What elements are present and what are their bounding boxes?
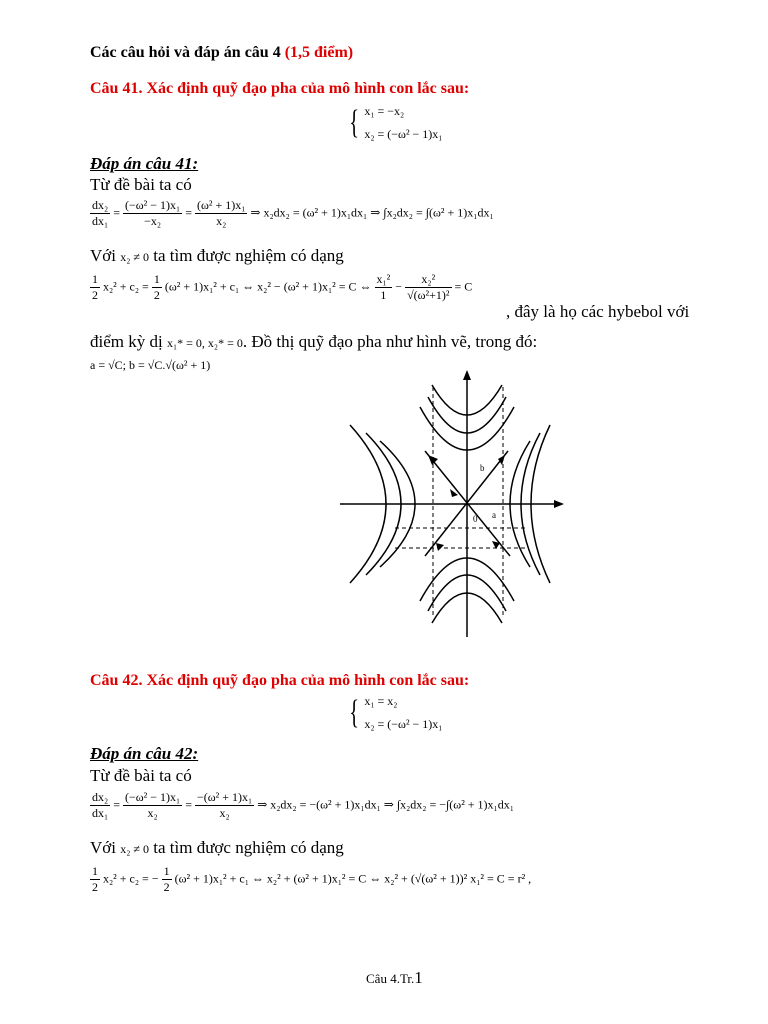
q42-with-word: Với [90, 838, 116, 857]
q41-singular-point: x₁* = 0, x₂* = 0 [166, 336, 243, 350]
q41-eq2-frac2-den: √(ω²+1)² [407, 288, 450, 302]
asymptote-arrow-ll [436, 543, 444, 551]
q42-eq1-mid-num: (−ω² − 1)x₁ [124, 790, 181, 804]
q41-remark: , đây là họ các hybebol với [506, 302, 690, 321]
q42-eq1-tail: ⇒ x₂dx₂ = −(ω² + 1)x₁dx₁ ⇒ ∫x₂dx₂ = −∫(ω² + 1)x₁dx₁ [257, 797, 514, 812]
q41-equation-1: $\frac{\text{dx₂}}{\text{dx₁}}$ = $\frac{\text{(−ω² − 1)x₁}}{\text{−x₂}}$ = $\frac{\text{(ω² + 1)x₁}}{\text{x₂}}$ ⇒ x₂dx₂ = (ω² + 1)x₁dx₁ ⇒ ∫x₂dx₂ = ∫(ω² + 1)x₁dx₁ [92, 198, 494, 228]
q42-system-line-1: x₁ = x₂ [364, 694, 398, 708]
q41-eq2-tail: = C [454, 279, 473, 294]
q41-half2-den: 2 [153, 288, 160, 302]
q41-half2-num: 1 [153, 272, 160, 286]
q41-solution-intro: ta tìm được nghiệm có dạng [153, 246, 344, 265]
q41-eq1-right-num: (ω² + 1)x₁ [196, 198, 246, 212]
q42-system-line-2: x₂ = (−ω² − 1)x₁ [364, 717, 443, 731]
q41-condition: x₂ ≠ 0 [120, 250, 150, 264]
brace-symbol: { [349, 104, 360, 141]
q42-answer-label: Đáp án câu 42: [90, 744, 199, 763]
q42-title: Câu 42. Xác định quỹ đạo pha của mô hình con lắc sau: [90, 672, 470, 689]
q42-condition-line [90, 838, 344, 858]
q42-system [346, 694, 443, 732]
q42-intro: Từ đề bài ta có [90, 766, 192, 785]
phase-portrait-figure [340, 365, 570, 640]
q42-eq1-right-num: −(ω² + 1)x₁ [196, 790, 253, 804]
q41-answer-label: Đáp án câu 41: [90, 154, 199, 173]
label-b: b [480, 463, 485, 473]
q41-ab-definition: a = √C; b = √C.√(ω² + 1) [90, 358, 211, 372]
q41-equation-2: $\frac{1}{2}$ x₂² + c₂ = $\frac{1}{2}$ (ω² + 1)x₁² + c₁ ⇔ x₂² − (ω² + 1)x₁² = C ⇔ $\frac{\text{x₁²}}{1}$ − $\frac{\text{x₂²}}{\text{√(ω²+1)²}}$ = C [92, 272, 473, 302]
q42-condition: x₂ ≠ 0 [120, 842, 150, 856]
q42-half2-num: 1 [163, 864, 170, 878]
q42-equation-2 [90, 864, 531, 895]
section-points: (1,5 điểm) [284, 44, 354, 61]
q41-eq1-tail: ⇒ x₂dx₂ = (ω² + 1)x₁dx₁ ⇒ ∫x₂dx₂ = ∫(ω² + 1)x₁dx₁ [250, 205, 494, 220]
x2-axis-arrow [463, 370, 471, 380]
q42-eq2-part2: (ω² + 1)x₁² + c₁ ⇔ x₂² + (ω² + 1)x₁² = C ⇔ x₂² + (√(ω² + 1))² x₁² = C = r² [174, 871, 526, 886]
q41-eq2-part2: (ω² + 1)x₁² + c₁ ⇔ x₂² − (ω² + 1)x₁² = C ⇔ [164, 279, 372, 294]
q41-singular-text: điểm kỳ dị [90, 332, 163, 351]
footer-prefix: Câu 4.Tr. [366, 971, 415, 986]
q42-half-num: 1 [92, 864, 98, 878]
q41-eq2-frac1-num: x₁² [376, 272, 391, 286]
q41-system-line-2: x₂ = (−ω² − 1)x₁ [364, 127, 443, 141]
q41-condition-line [90, 246, 344, 266]
section-header [90, 44, 353, 62]
q42-eq1-lhs-num: dx₂ [92, 790, 109, 804]
label-origin: 0 [473, 514, 478, 524]
q41-eq1-lhs-num: dx₂ [92, 198, 109, 212]
q41-eq2-frac1-den: 1 [380, 288, 387, 302]
q41-graph-text: . Đồ thị quỹ đạo pha như hình vẽ, trong đó: [242, 332, 538, 351]
q41-singular-line [90, 332, 537, 352]
q41-eq1-right-den: x₂ [216, 214, 227, 228]
q41-eq1-lhs-den: dx₁ [92, 214, 109, 228]
q41-eq1-mid-den: −x₂ [144, 214, 162, 228]
q42-eq2-end: , [528, 871, 532, 886]
brace-symbol: { [349, 694, 360, 731]
footer-page-number: 1 [414, 968, 423, 987]
page-footer [366, 968, 423, 988]
q41-title: Câu 41. Xác định quỹ đạo pha của mô hình con lắc sau: [90, 80, 470, 97]
q41-eq2-frac2-num: x₂² [405, 272, 451, 288]
q41-half-den: 2 [92, 288, 98, 302]
q42-equation-1: $\frac{\text{dx₂}}{\text{dx₁}}$ = $\frac{\text{(−ω² − 1)x₁}}{\text{x₂}}$ = $\frac{\text{−(ω² + 1)x₁}}{\text{x₂}}$ ⇒ x₂dx₂ = −(ω² + 1)x₁dx₁ ⇒ ∫x₂dx₂ = −∫(ω² + 1)x₁dx₁ [92, 790, 514, 820]
q41-with-word: Với [90, 246, 116, 265]
q41-system [346, 104, 443, 142]
q42-half2-den: 2 [163, 880, 170, 894]
q42-eq1-right-den: x₂ [219, 806, 230, 820]
label-a: a [492, 510, 496, 520]
q41-eq1-mid-num: (−ω² − 1)x₁ [124, 198, 181, 212]
q41-system-line-1: x₁ = −x₂ [364, 104, 405, 118]
q42-eq1-lhs-den: dx₁ [92, 806, 109, 820]
q41-half-num: 1 [92, 272, 98, 286]
q41-eq2-part1: x₂² + c₂ = [103, 279, 149, 294]
x1-axis-arrow [554, 500, 564, 508]
q42-eq1-mid-den: x₂ [147, 806, 158, 820]
q41-intro: Từ đề bài ta có [90, 175, 192, 194]
q42-solution-intro: ta tìm được nghiệm có dạng [153, 838, 344, 857]
q42-half-den: 2 [92, 880, 98, 894]
q42-eq2-part1: x₂² + c₂ = − [103, 871, 159, 886]
section-title: Các câu hỏi và đáp án câu 4 [90, 44, 285, 61]
